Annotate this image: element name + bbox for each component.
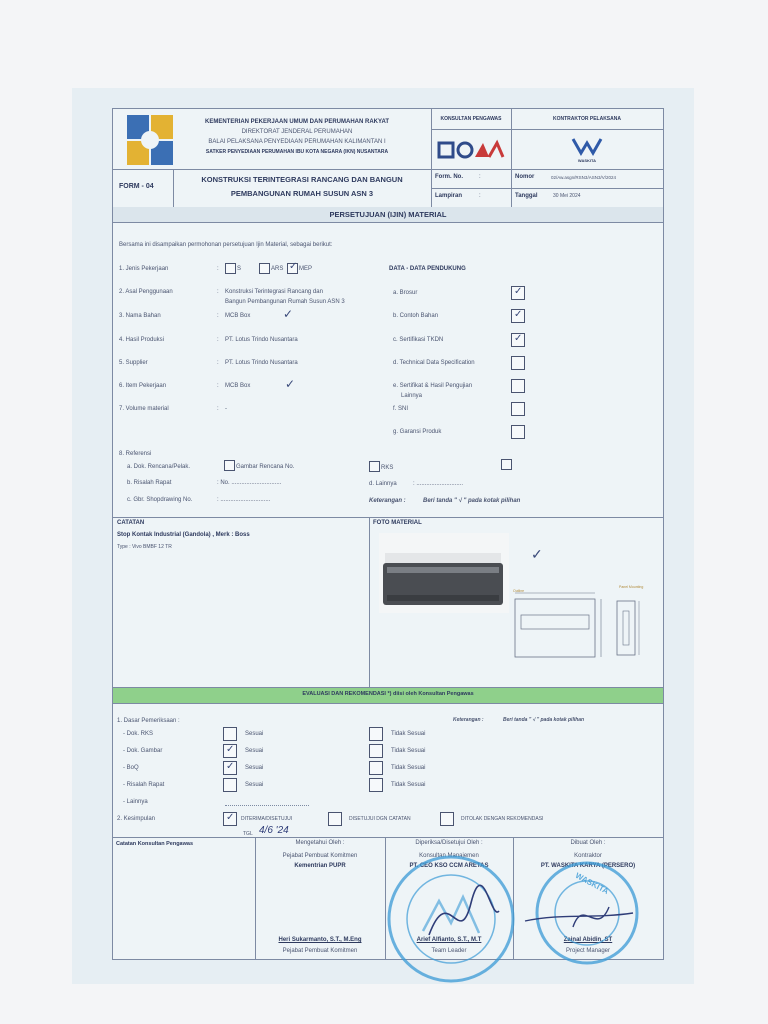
gambar-rencana-checkbox[interactable] <box>224 460 235 471</box>
col2-role2: PT. CEO KSO CCM ARETAS <box>409 863 489 869</box>
nomor-value: 02/Aw.asgn/RSN3/ASN3/V/2024 <box>551 175 616 180</box>
col2-name: Arief Alfianto, S.T., M.T <box>416 937 482 943</box>
sni-checkbox[interactable] <box>511 402 525 416</box>
catatan-line-1: Stop Kontak Industrial (Gandola) , Merk : Boss <box>117 532 250 538</box>
field-asal-label: 2. Asal Penggunaan <box>119 289 173 295</box>
rks-sesuai-checkbox[interactable] <box>223 727 237 741</box>
col1-role2: Kementrian PUPR <box>294 863 346 869</box>
garansi-checkbox[interactable] <box>511 425 525 439</box>
col1-title: Pejabat Pembuat Komitmen <box>282 948 358 954</box>
tgl-label: TGL <box>243 831 253 837</box>
pendukung-tds: d. Technical Data Specification <box>393 360 475 366</box>
row-risalah-label: - Risalah Rapat <box>123 782 165 788</box>
dim-label-top: Outline <box>513 589 525 593</box>
field-supplier-label: 5. Supplier <box>119 360 148 366</box>
opt-ditolak: DITOLAK DENGAN REKOMENDASI <box>461 816 544 822</box>
referensi-c: c. Gbr. Shopdrawing No. <box>127 497 193 503</box>
jenis-s-checkbox[interactable] <box>225 263 236 274</box>
opt-catatan: DISETUJUI DGN CATATAN <box>349 816 411 822</box>
field-volume-value: - <box>225 406 227 412</box>
referensi-label: 8. Referensi <box>119 451 152 457</box>
field-hasil-label: 4. Hasil Produksi <box>119 337 165 343</box>
referensi-d-value: : ............................ <box>413 481 464 487</box>
lainnya-ref-checkbox[interactable] <box>501 459 512 470</box>
project-title-2: PEMBANGUNAN RUMAH SUSUN ASN 3 <box>230 189 374 198</box>
field-volume-label: 7. Volume material <box>119 406 169 412</box>
satker-name: SATKER PENYEDIAAN PERUMAHAN IBU KOTA NEGARA (IKN) NUSANTARA <box>205 149 389 155</box>
row-boq-label: - BoQ <box>123 765 139 771</box>
field-item-label: 6. Item Pekerjaan <box>119 383 167 389</box>
field-item-value: MCB Box <box>225 383 251 389</box>
form-code: FORM - 04 <box>119 183 154 190</box>
col2-title: Team Leader <box>431 948 467 954</box>
row-rks-label: - Dok. RKS <box>123 731 154 737</box>
pendukung-brosur: a. Brosur <box>393 290 418 296</box>
tds-checkbox[interactable] <box>511 356 525 370</box>
jenis-ars-checkbox[interactable] <box>259 263 270 274</box>
risalah-sesuai-checkbox[interactable] <box>223 778 237 792</box>
catatan-konsultan-label: Catatan Konsultan Pengawas <box>116 841 194 847</box>
contractor-stamp-text: WASKITA <box>573 871 611 896</box>
row-gambar-label: - Dok. Gambar <box>123 748 163 754</box>
project-title-1: KONSTRUKSI TERINTEGRASI RANCANG DAN BANGUN <box>201 175 403 184</box>
item-tick: ✓ <box>285 377 296 391</box>
sertifikat-checkbox[interactable] <box>511 379 525 393</box>
balai-name: BALAI PELAKSANA PENYEDIAAN PERUMAHAN KALIMANTAN I <box>208 139 386 145</box>
tgl-value: 4/6 '24 <box>259 825 289 836</box>
col1-head: Mengetahui Oleh : <box>295 840 345 846</box>
dimension-drawing <box>511 587 651 667</box>
pendukung-title: DATA - DATA PENDUKUNG <box>389 266 466 272</box>
referensi-a: a. Dok. Rencana/Pelak. <box>127 464 191 470</box>
pendukung-sertifikat: e. Sertifikat & Hasil Pengujian <box>393 383 473 389</box>
field-asal-value-2: Bangun Pembangunan Rumah Susun ASN 3 <box>225 299 345 305</box>
tkdn-check: ✓ <box>514 333 523 344</box>
col3-head: Dibuat Oleh : <box>570 840 606 846</box>
ditolak-checkbox[interactable] <box>440 812 454 826</box>
col2-role1: Konsultan Manajemen <box>419 853 479 859</box>
pupr-logo <box>127 115 173 165</box>
field-jenis-label: 1. Jenis Pekerjaan <box>119 266 169 272</box>
risalah-tidak-checkbox[interactable] <box>369 778 383 792</box>
referensi-d: d. Lainnya <box>369 481 397 487</box>
referensi-ket-label: Keterangan : <box>369 498 406 504</box>
col3-title: Project Manager <box>565 948 611 954</box>
directorate-name: DIREKTORAT JENDERAL PERUMAHAN <box>241 129 353 135</box>
referensi-b-value: : No. .............................. <box>217 480 282 486</box>
field-asal-value-1: Konstruksi Terintegrasi Rancang dan <box>225 289 323 295</box>
pendukung-tkdn: c. Sertifikasi TKDN <box>393 337 444 343</box>
col2-head: Diperiksa/Disetujui Oleh : <box>415 840 483 846</box>
tanggal-value: 30 Mei 2024 <box>553 193 581 199</box>
contractor-stamp <box>523 857 649 967</box>
lampiran-label: Lampiran <box>435 193 463 199</box>
gambar-tidak-checkbox[interactable] <box>369 744 383 758</box>
col3-role1: Kontraktor <box>574 853 602 859</box>
contractor-logo <box>569 133 605 159</box>
catatan-line-2: Type : Vivo BMBF 12 TR <box>117 544 172 550</box>
col3-role2: PT. WASKITA KARYA (PERSERO) <box>540 863 636 869</box>
referensi-c-value: : .............................. <box>217 497 271 503</box>
pendukung-contoh: b. Contoh Bahan <box>393 313 439 319</box>
section-title: PERSETUJUAN (IJIN) MATERIAL <box>329 210 447 219</box>
nomor-label: Nomor <box>515 174 535 180</box>
intro-text: Bersama ini disampaikan permohonan persetujuan Ijin Material, sebagai berikut: <box>119 242 333 248</box>
field-supplier-value: PT. Lotus Trindo Nusantara <box>225 360 298 366</box>
contoh-check: ✓ <box>514 309 523 320</box>
contractor-logo-text: WASKITA <box>577 158 597 163</box>
diterima-check: ✓ <box>226 812 235 823</box>
dim-label-right: Panel Mounting <box>619 585 644 589</box>
referensi-b: b. Risalah Rapat <box>127 480 172 486</box>
brosur-check: ✓ <box>514 286 523 297</box>
foto-label: FOTO MATERIAL <box>373 520 422 526</box>
pendukung-sni: f. SNI <box>393 406 409 412</box>
dasar-label: 1. Dasar Pemeriksaan : <box>117 718 180 724</box>
evaluasi-title: EVALUASI DAN REKOMENDASI *) diisi oleh Konsultan Pengawas <box>302 691 474 697</box>
rks-label: RKS <box>381 465 394 471</box>
col3-name: Zainal Abidin, ST <box>563 937 613 943</box>
pendukung-lainnya: Lainnya <box>401 393 423 399</box>
mcb-box-photo <box>379 533 509 613</box>
field-nama-label: 3. Nama Bahan <box>119 313 161 319</box>
ministry-name: KEMENTERIAN PEKERJAAN UMUM DAN PERUMAHAN RAKYAT <box>204 119 389 125</box>
consultant-stamp <box>379 851 525 991</box>
catatan-label: CATATAN <box>117 520 145 526</box>
nama-tick: ✓ <box>283 307 294 321</box>
field-hasil-value: PT. Lotus Trindo Nusantara <box>225 337 298 343</box>
consultant-label: KONSULTAN PENGAWAS <box>440 116 502 122</box>
contractor-label: KONTRAKTOR PELAKSANA <box>553 116 621 122</box>
referensi-ket-text: Beri tanda " √ " pada kotak pilihan <box>423 498 521 504</box>
col1-role1: Pejabat Pembuat Komitmen <box>282 853 358 859</box>
rks-tidak-checkbox[interactable] <box>369 727 383 741</box>
referensi-a-box: Gambar Rencana No. <box>236 464 295 470</box>
kesimpulan-label: 2. Kesimpulan <box>117 816 156 822</box>
evaluasi-ket-label: Keterangan : <box>453 717 484 723</box>
jenis-mep-check: ✓ <box>289 261 298 272</box>
boq-sesuai-check: ✓ <box>226 761 235 772</box>
catatan-checkbox[interactable] <box>328 812 342 826</box>
boq-tidak-checkbox[interactable] <box>369 761 383 775</box>
form-no-label: Form. No. <box>435 174 463 180</box>
opt-diterima: DITERIMA/DISETUJUI <box>241 816 293 822</box>
field-nama-value: MCB Box <box>225 313 251 319</box>
evaluasi-ket-text: Beri tanda " √ " pada kotak pilihan <box>503 717 585 723</box>
tanggal-label: Tanggal <box>515 193 538 199</box>
lainnya-line <box>225 805 309 806</box>
consultant-logo <box>437 135 507 165</box>
rks-checkbox[interactable] <box>369 461 380 472</box>
col1-name: Heri Sukarmanto, S.T., M.Eng <box>278 937 362 943</box>
material-approval-form: KEMENTERIAN PEKERJAAN UMUM DAN PERUMAHAN RAKYAT DIREKTORAT JENDERAL PERUMAHAN BALAI PELAKSANA PENYEDIAAN PERUMAHAN KALIMANTAN I SATKER PENYEDIAAN PERUMAHAN IBU KOTA NEGARA (IKN) NUSANTARA KONSULTAN PENGAWAS KONTRAKTOR PELAKSANA WASKITA FORM - 04 KONSTRUKSI TERINTEGRASI RANCANG DAN BANGUN PEMBANGUNAN RUMAH SUSUN ASN 3 Form. No. : Lampiran : Nomor 02/Aw.asgn/RSN3/ASN3/V/2024 Tanggal 30 Mei 2024 PERSETUJUAN (IJIN) MATERIAL Bersama ini disampaikan permohonan persetujuan Ijin Material, sebagai berikut: 1. Jenis Pekerjaan : S ARS ✓ MEP 2. Asal Penggunaan : Konstruksi Terintegrasi Rancang dan Bangun Pembangunan Rumah Susun ASN 3 3. Nama Bahan : MCB Box ✓ 4. Hasil Produksi : PT. Lotus Trindo Nusantara 5. Supplier : PT. Lotus Trindo Nusantara 6. Item Pekerjaan : MCB Box ✓ 7. Volume material : - DATA - DATA PENDUKUNG a. Brosur b. Contoh Bahan c. Sertifikasi TKDN d. Technical Data Specification e. Sertifikat & Hasil Pengujian Lainnya f. SNI g. Garansi Produk ✓ ✓ ✓ 8. Referensi a. Dok. Rencana/Pelak. Gambar Rencana No. b. Risalah Rapat : No. .............................. c. Gbr. Shopdrawing No. : .............................. RKS d. Lainnya : ............................ Keterangan : Beri tanda " √ " pada kotak pilihan CATATAN Stop Kontak Industrial (Gandola) , Merk : Boss Type : Vivo BMBF 12 TR FOTO MATERIAL ✓ Outline Panel Mounting EVALUASI DAN REKOMENDASI *) diisi oleh Konsultan Pengawas 1. Dasar Pemeriksaan : Keterangan : Beri tanda " √ " pada kotak pilihan - Dok. RKS Sesuai Tidak Sesuai - Dok. Gambar ✓ Sesuai Tidak Sesuai - BoQ ✓ Sesuai Tidak Sesuai - Risalah Rapat Sesuai Tidak Sesuai - Lainnya 2. Kesimpulan ✓ DITERIMA/DISETUJUI DISETUJUI DGN CATATAN DITOLAK DENGAN REKOMENDASI TGL 4/6 '24 Catatan Konsultan Pengawas Mengetahui Oleh : Pejabat Pembuat Komitmen Kementrian PUPR Heri Sukarmanto, S.T., M.Eng Pejabat Pembuat Komitmen Diperiksa/Disetujui Oleh : Konsultan Manajemen PT. CEO KSO CCM ARETAS Arief Alfianto, S.T., M.T Team Leader Dibuat Oleh : Kontraktor PT. WASKITA KARYA (PERSERO) Zainal Abidin, ST Project Manager WASKITA <box>112 108 664 960</box>
pendukung-garansi: g. Garansi Produk <box>393 429 442 435</box>
gambar-sesuai-check: ✓ <box>226 744 235 755</box>
foto-tick: ✓ <box>531 546 543 562</box>
row-lainnya-label: - Lainnya <box>123 799 148 805</box>
